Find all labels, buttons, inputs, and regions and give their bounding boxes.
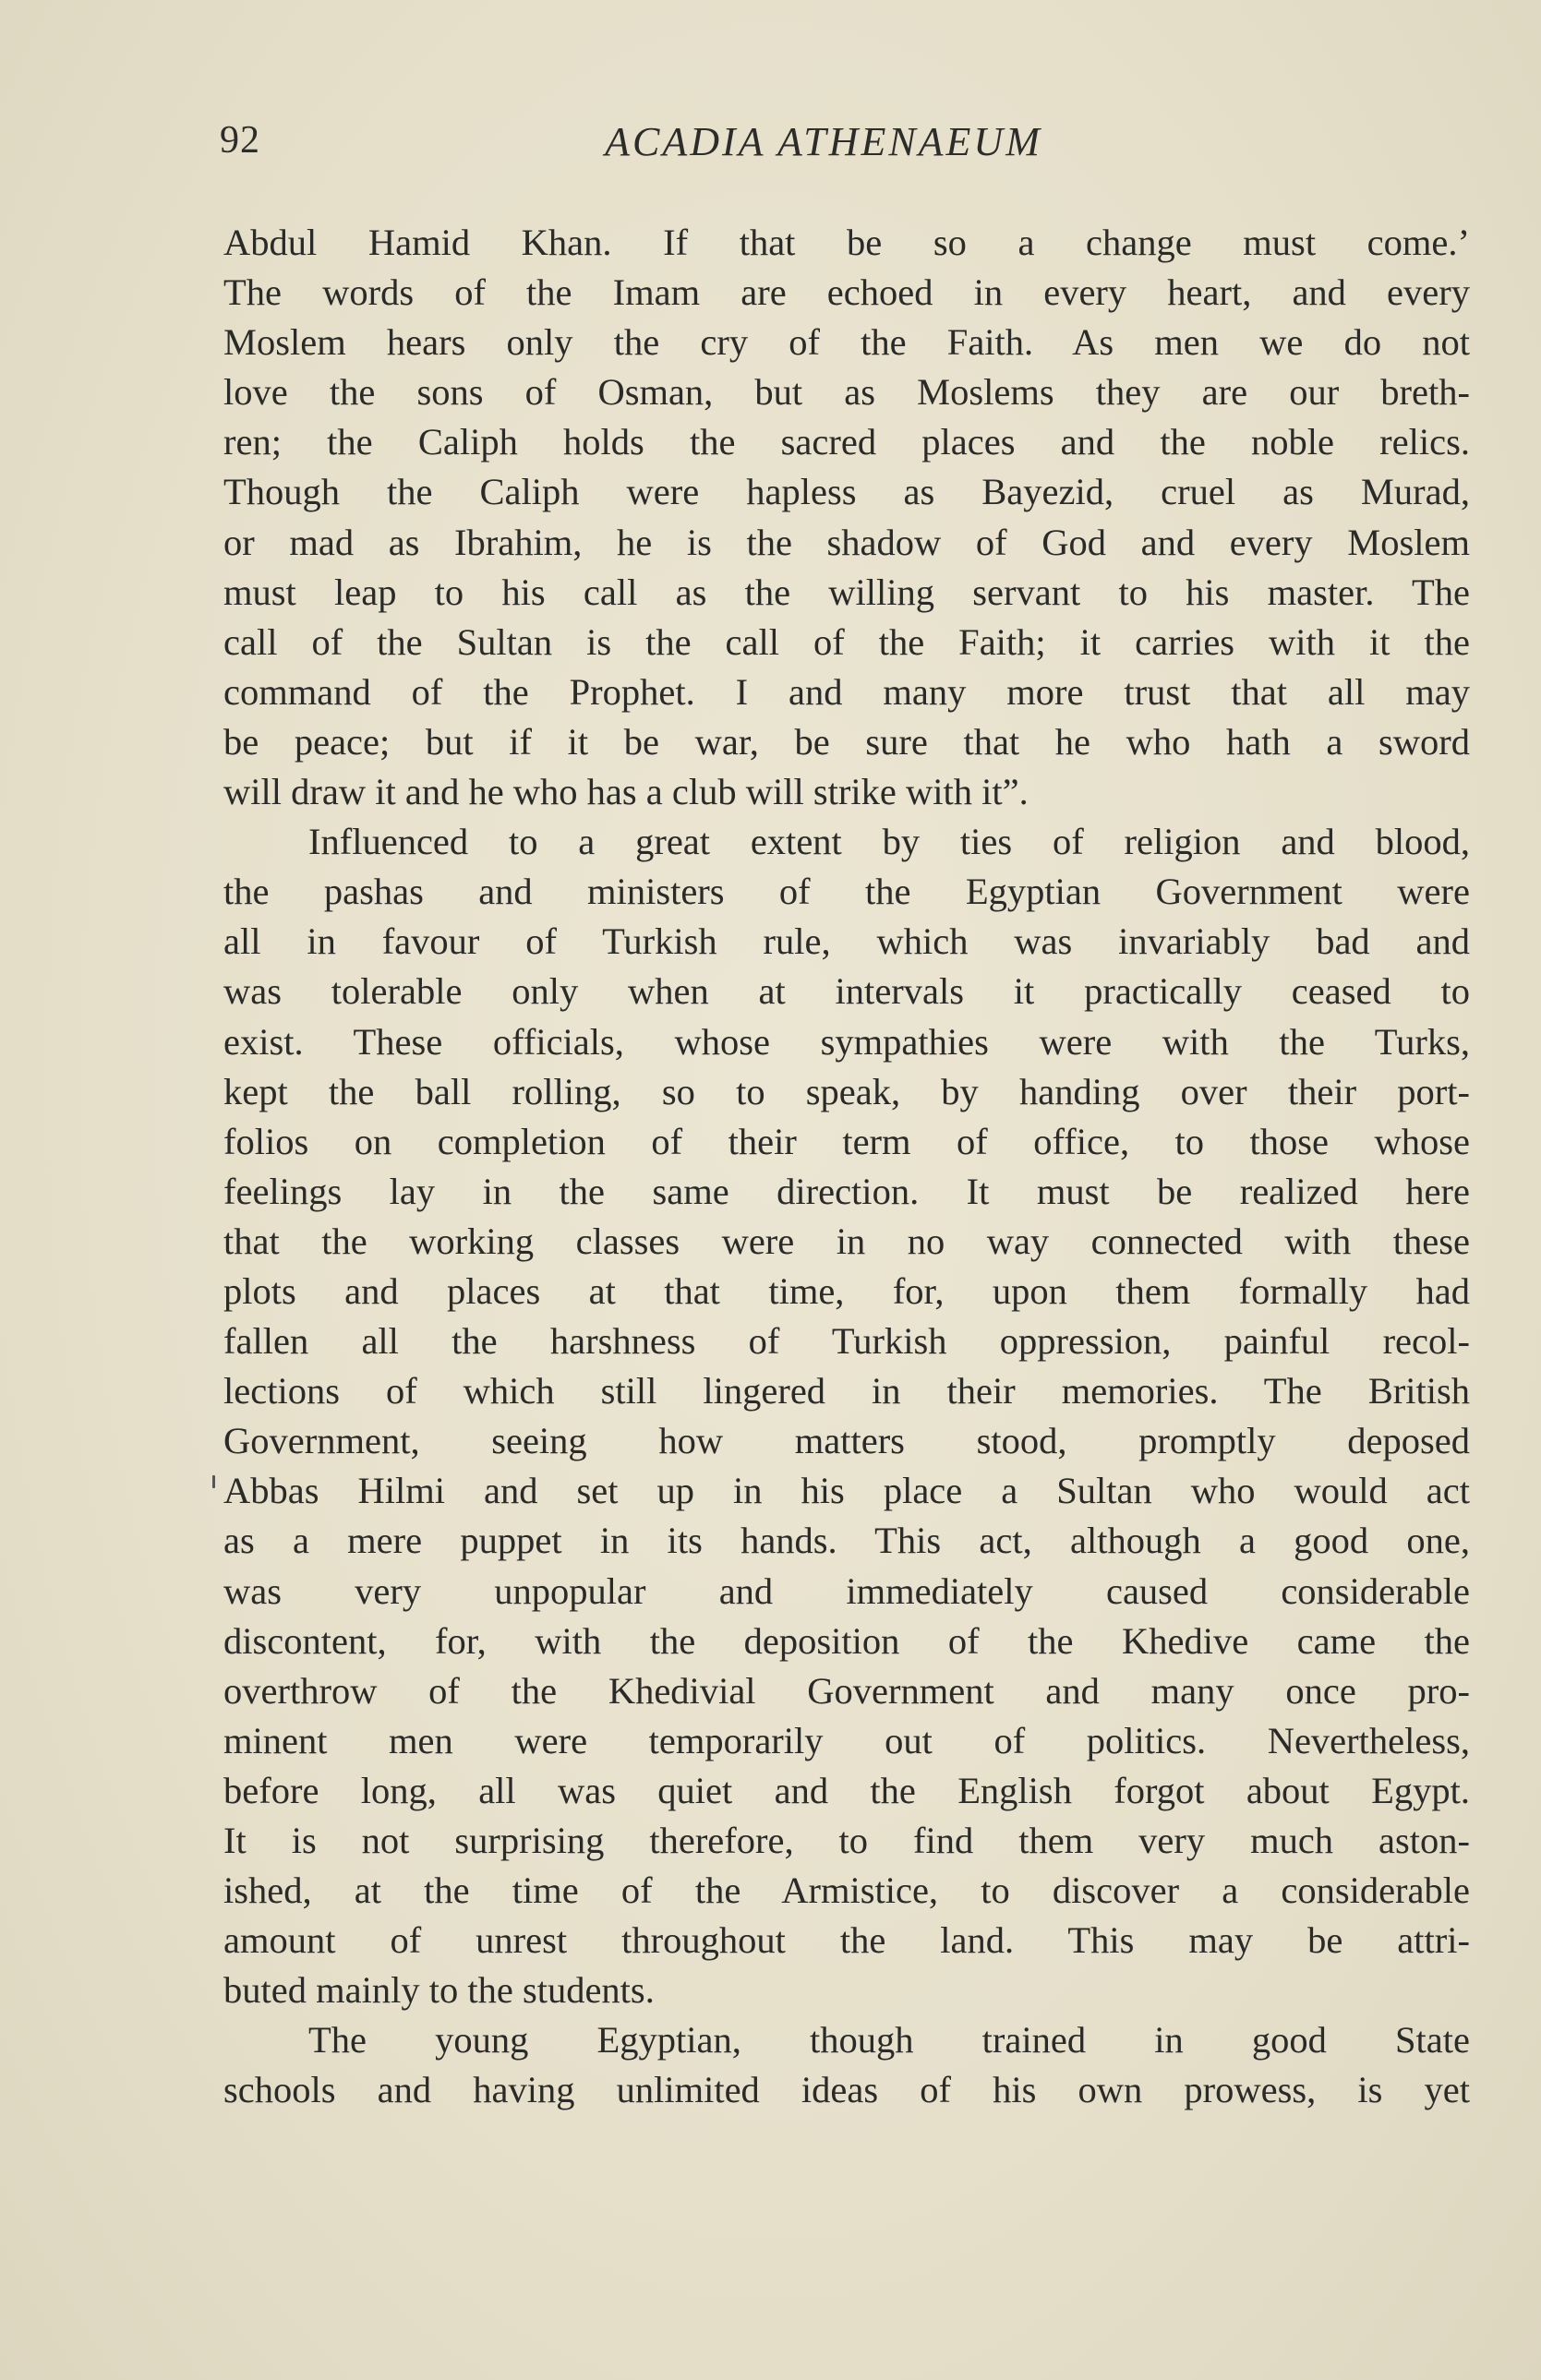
text-line: minent men were temporarily out of politics. Nevertheless, bbox=[223, 1719, 1470, 1761]
text-line: call of the Sultan is the call of the Faith; it carries with it the bbox=[223, 620, 1470, 663]
paragraph-end-line: will draw it and he who has a club will strike with it”. bbox=[223, 771, 1029, 813]
text-line: schools and having unlimited ideas of his own prowess, is yet bbox=[223, 2069, 1470, 2111]
text-line: Though the Caliph were hapless as Bayezid, cruel as Murad, bbox=[223, 471, 1470, 513]
text-line: all in favour of Turkish rule, which was invariably bad and bbox=[223, 920, 1470, 963]
text-line: It is not surprising therefore, to find them very much aston- bbox=[223, 1820, 1470, 1861]
paragraph-end-line: buted mainly to the students. bbox=[223, 1969, 655, 2012]
text-line: kept the ball rolling, so to speak, by handing over their port- bbox=[223, 1070, 1470, 1112]
text-line: feelings lay in the same direction. It must be realized here bbox=[223, 1170, 1470, 1212]
text-line: the pashas and ministers of the Egyptian Government were bbox=[223, 871, 1470, 913]
text-line: Government, seeing how matters stood, promptly deposed bbox=[223, 1420, 1470, 1462]
page-number: 92 bbox=[220, 119, 260, 162]
text-line: or mad as Ibrahim, he is the shadow of God and every Moslem bbox=[223, 521, 1470, 563]
text-line: fallen all the harshness of Turkish oppression, painful recol- bbox=[223, 1320, 1470, 1363]
text-line: be peace; but if it be war, be sure that he who hath a sword bbox=[223, 720, 1470, 763]
ink-speck bbox=[212, 1475, 215, 1488]
paragraph-first-line: The young Egyptian, though trained in good State bbox=[308, 2019, 1470, 2061]
text-line: before long, all was quiet and the English forgot about Egypt. bbox=[223, 1769, 1470, 1811]
text-line: Abdul Hamid Khan. If that be so a change must come.’ bbox=[223, 222, 1470, 263]
paragraph-first-line: Influenced to a great extent by ties of religion and blood, bbox=[308, 821, 1470, 863]
text-line: lections of which still lingered in their memories. The British bbox=[223, 1370, 1470, 1412]
text-line: that the working classes were in no way connected with these bbox=[223, 1220, 1470, 1262]
text-line: amount of unrest throughout the land. This may be attri- bbox=[223, 1919, 1470, 1962]
text-line: The words of the Imam are echoed in every heart, and every bbox=[223, 271, 1470, 314]
text-line: ren; the Caliph holds the sacred places and the noble relics. bbox=[223, 421, 1470, 463]
text-line: was very unpopular and immediately caused considerable bbox=[223, 1569, 1470, 1612]
text-line: love the sons of Osman, but as Moslems they are our breth- bbox=[223, 371, 1470, 414]
text-line: command of the Prophet. I and many more trust that all may bbox=[223, 670, 1470, 713]
text-line: exist. These officials, whose sympathies were with the Turks, bbox=[223, 1020, 1470, 1063]
running-head: ACADIA ATHENAEUM bbox=[605, 119, 1042, 164]
body-text bbox=[223, 218, 1470, 2116]
text-line: must leap to his call as the willing servant to his master. The bbox=[223, 571, 1470, 613]
text-line: plots and places at that time, for, upon them formally had bbox=[223, 1269, 1470, 1312]
text-line: as a mere puppet in its hands. This act, although a good one, bbox=[223, 1520, 1470, 1562]
text-line: folios on completion of their term of office, to those whose bbox=[223, 1120, 1470, 1162]
text-line: was tolerable only when at intervals it practically ceased to bbox=[223, 970, 1470, 1013]
text-line: Moslem hears only the cry of the Faith. As men we do not bbox=[223, 321, 1470, 364]
text-line: overthrow of the Khedivial Government and many once pro- bbox=[223, 1669, 1470, 1712]
text-line: Abbas Hilmi and set up in his place a Sultan who would act bbox=[223, 1470, 1470, 1512]
text-line: discontent, for, with the deposition of the Khedive came the bbox=[223, 1619, 1470, 1662]
text-line: ished, at the time of the Armistice, to discover a considerable bbox=[223, 1869, 1470, 1912]
